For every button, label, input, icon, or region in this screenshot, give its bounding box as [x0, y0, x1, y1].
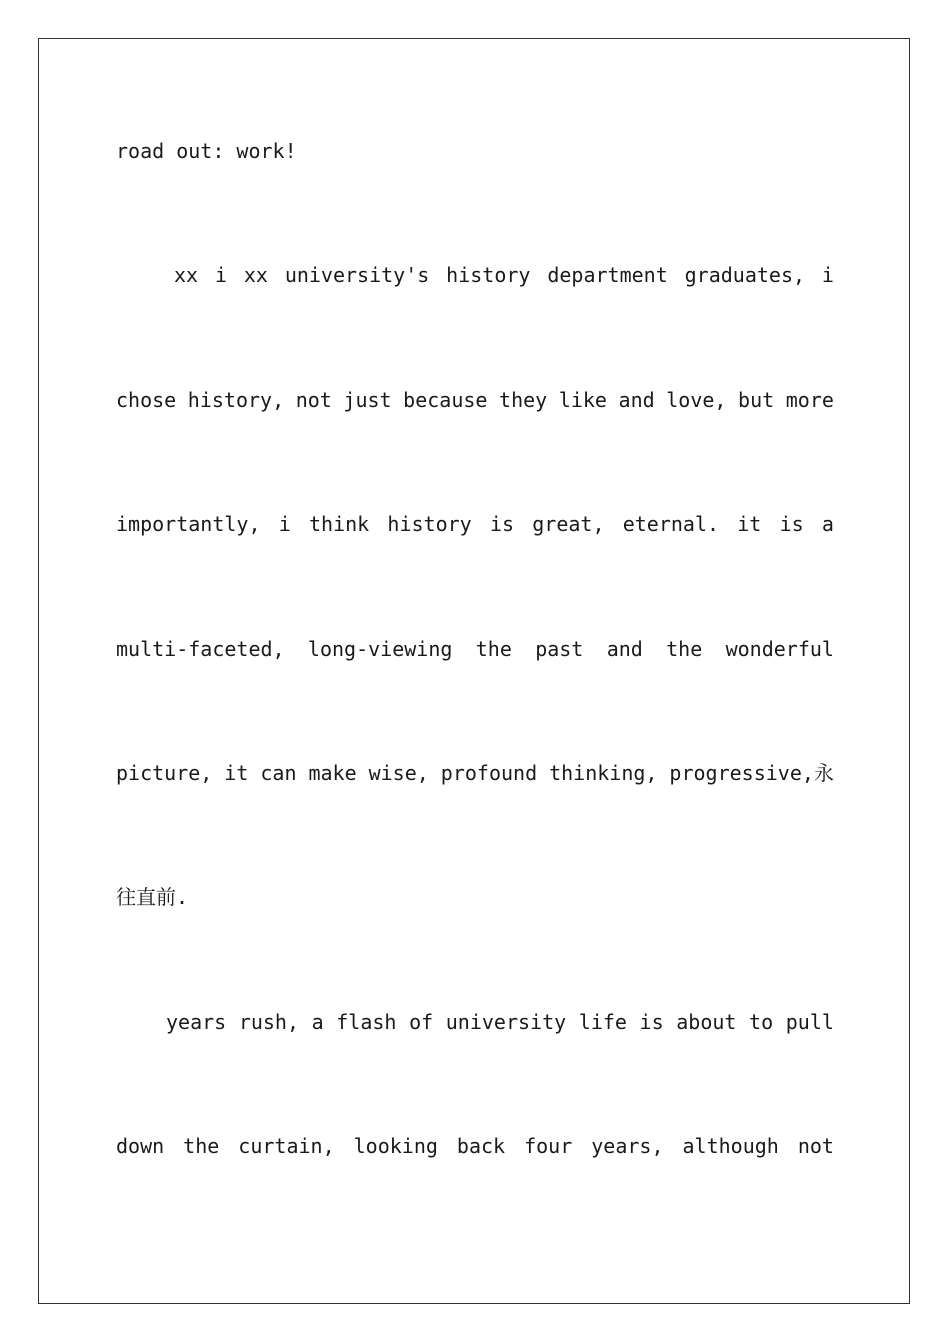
text-line-8 — [166, 1009, 834, 1035]
word: just — [343, 388, 392, 412]
word: down — [116, 1134, 165, 1158]
word: but — [738, 388, 775, 412]
word: can — [260, 761, 297, 785]
word: history, — [187, 388, 285, 412]
word: the — [475, 637, 512, 661]
word: because — [403, 388, 488, 412]
text-line-1: road out: work! — [116, 139, 297, 163]
word: profound — [440, 761, 538, 785]
word: it — [737, 512, 762, 536]
word: chose — [116, 388, 177, 412]
word: i — [278, 512, 291, 536]
word: not — [797, 1134, 834, 1158]
word: eternal. — [622, 512, 720, 536]
word: the — [183, 1134, 220, 1158]
word: it — [224, 761, 249, 785]
word: life — [578, 1010, 627, 1034]
word: is — [639, 1010, 664, 1034]
word: to — [749, 1010, 774, 1034]
word: not — [295, 388, 332, 412]
text-line-5 — [116, 636, 834, 662]
word: progressive,永 — [669, 761, 834, 785]
word: and — [618, 388, 655, 412]
text-line-3 — [116, 387, 834, 413]
word: pull — [785, 1010, 834, 1034]
word: great, — [532, 512, 605, 536]
word: multi-faceted, — [116, 637, 285, 661]
word: years, — [591, 1134, 664, 1158]
word: history — [387, 512, 472, 536]
word: curtain, — [238, 1134, 335, 1158]
word: rush, — [238, 1010, 300, 1034]
word: graduates, — [684, 263, 806, 287]
word: xx — [243, 263, 268, 287]
word: love, — [666, 388, 727, 412]
word: the — [666, 637, 703, 661]
word: i — [214, 263, 227, 287]
page-frame — [38, 38, 910, 1304]
text-line-6 — [116, 760, 834, 786]
word: university — [445, 1010, 567, 1034]
word: four — [524, 1134, 573, 1158]
text-line-7: 往直前. — [116, 885, 189, 909]
word: back — [456, 1134, 506, 1158]
word: looking — [353, 1134, 438, 1158]
word: picture, — [116, 761, 213, 785]
word: wise, — [368, 761, 429, 785]
word: thinking, — [549, 761, 658, 785]
word: years — [166, 1010, 227, 1034]
text-line-9 — [116, 1133, 834, 1159]
word: make — [308, 761, 357, 785]
word: of — [409, 1010, 434, 1034]
word: is — [489, 512, 515, 536]
word: past — [535, 637, 584, 661]
word: university's — [284, 263, 430, 287]
word: about — [676, 1010, 737, 1034]
word: is — [779, 512, 804, 536]
word: and — [606, 637, 643, 661]
word: importantly, — [116, 512, 261, 536]
word: think — [308, 512, 370, 536]
word: history — [446, 263, 531, 287]
word: i — [821, 263, 834, 287]
word: although — [682, 1134, 779, 1158]
text-line-4 — [116, 511, 834, 537]
word: they — [499, 388, 548, 412]
word: a — [821, 512, 834, 536]
word: more — [785, 388, 834, 412]
word: a — [311, 1010, 324, 1034]
text-line-2 — [174, 262, 834, 288]
word: like — [558, 388, 607, 412]
word: department — [547, 263, 668, 287]
word: xx — [174, 263, 199, 287]
word: wonderful — [725, 637, 834, 661]
word: flash — [336, 1010, 397, 1034]
word: long-viewing — [307, 637, 453, 661]
